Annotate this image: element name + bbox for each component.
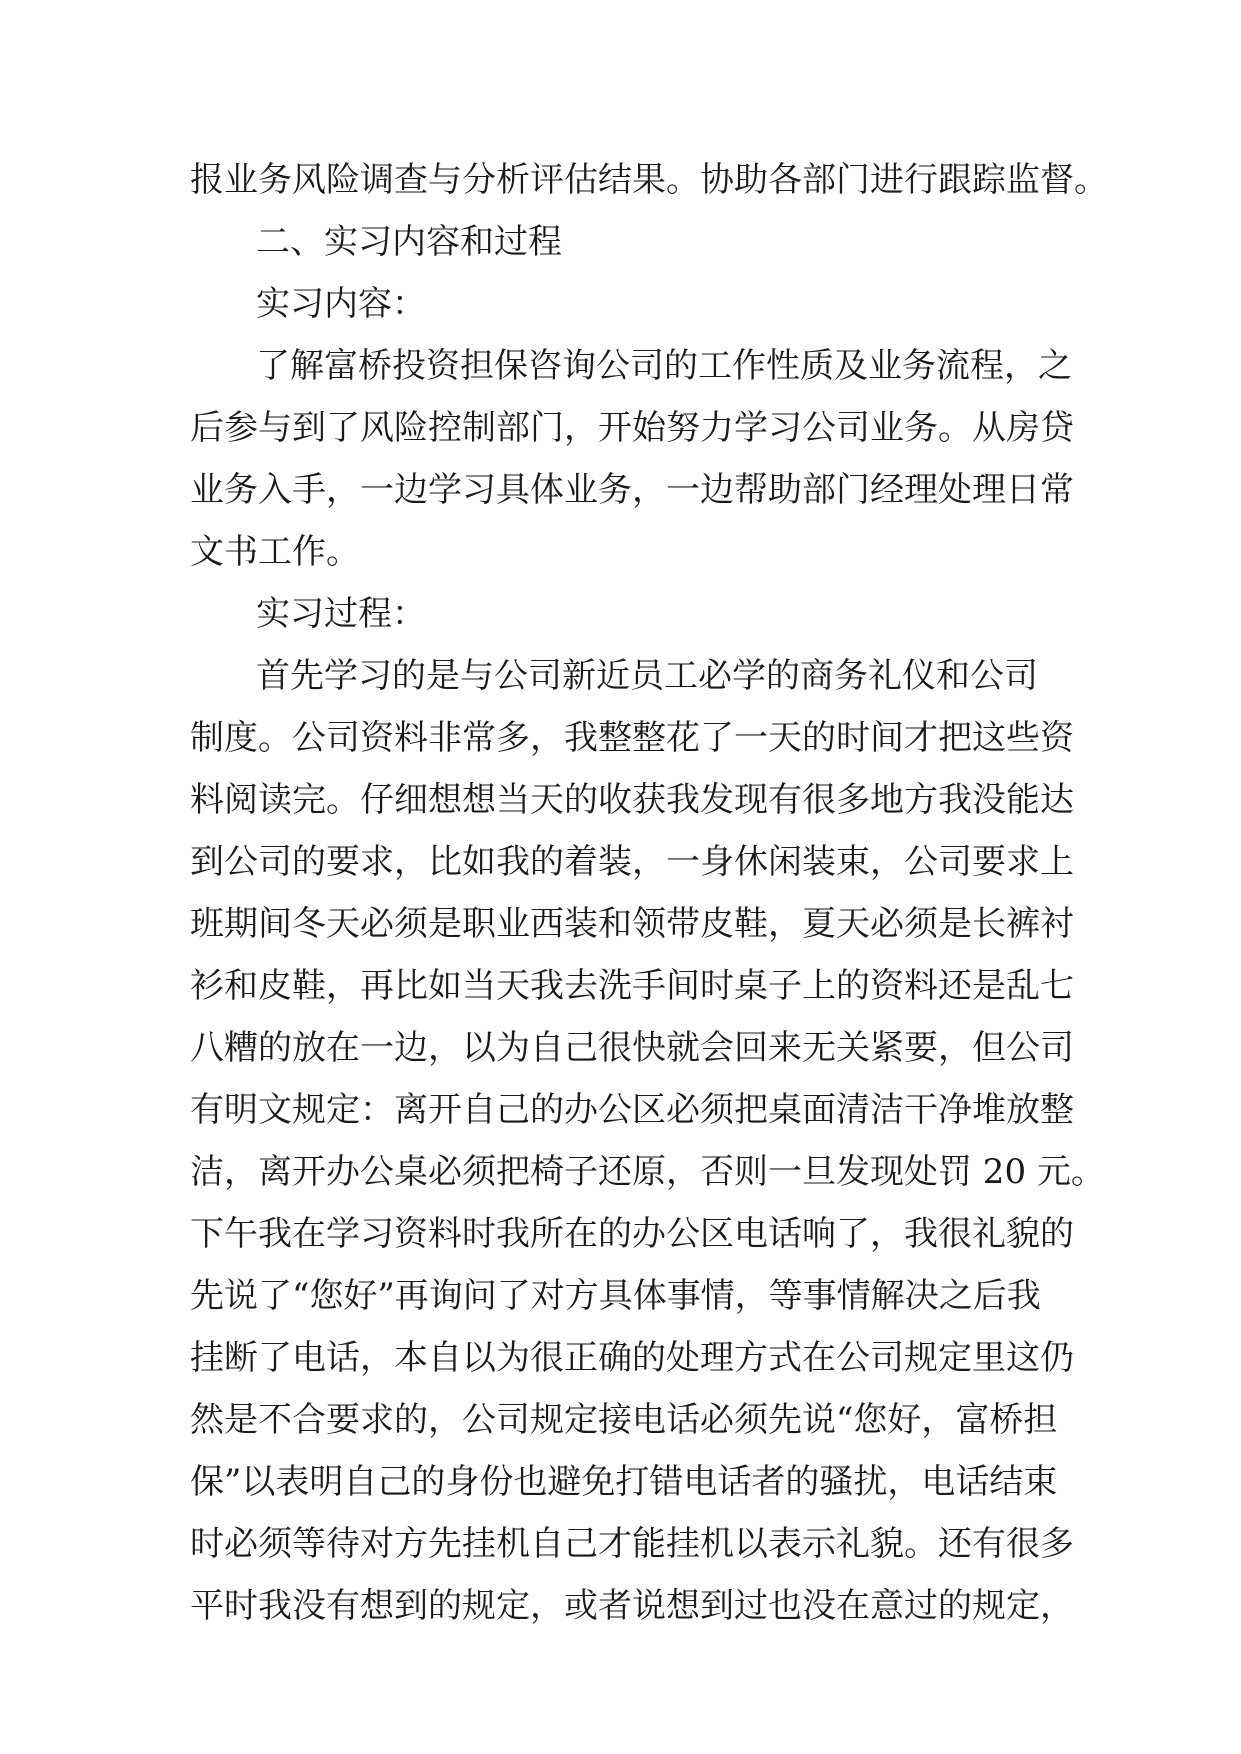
subheading: 实习过程： — [256, 594, 426, 634]
text-line: 文书工作。 — [190, 532, 360, 572]
text-line: 然是不合要求的，公司规定接电话必须先说“您好，富桥担 — [190, 1400, 1058, 1440]
text-line: 制度。公司资料非常多，我整整花了一天的时间才把这些资 — [190, 718, 1074, 758]
text-line: 有明文规定：离开自己的办公区必须把桌面清洁干净堆放整 — [190, 1090, 1074, 1130]
paragraph-first-line: 了解富桥投资担保咨询公司的工作性质及业务流程，之 — [256, 346, 1072, 386]
text-line: 先说了“您好”再询问了对方具体事情，等事情解决之后我 — [190, 1276, 1041, 1316]
text-line: 衫和皮鞋，再比如当天我去洗手间时桌子上的资料还是乱七 — [190, 966, 1074, 1006]
text-line: 保”以表明自己的身份也避免打错电话者的骚扰，电话结束 — [190, 1462, 1058, 1502]
text-line: 到公司的要求，比如我的着装，一身休闲装束，公司要求上 — [190, 842, 1074, 882]
text-line: 下午我在学习资料时我所在的办公区电话响了，我很礼貌的 — [190, 1214, 1074, 1254]
text-line: 料阅读完。仔细想想当天的收获我发现有很多地方我没能达 — [190, 780, 1074, 820]
paragraph-first-line: 首先学习的是与公司新近员工必学的商务礼仪和公司 — [256, 656, 1038, 696]
text-line: 后参与到了风险控制部门，开始努力学习公司业务。从房贷 — [190, 408, 1074, 448]
text-line: 挂断了电话，本自以为很正确的处理方式在公司规定里这仍 — [190, 1338, 1074, 1378]
text-line: 时必须等待对方先挂机自己才能挂机以表示礼貌。还有很多 — [190, 1524, 1074, 1564]
text-line: 报业务风险调查与分析评估结果。协助各部门进行跟踪监督。 — [190, 160, 1108, 200]
text-line: 业务入手，一边学习具体业务，一边帮助部门经理处理日常 — [190, 470, 1074, 510]
text-line: 班期间冬天必须是职业西装和领带皮鞋，夏天必须是长裤衬 — [190, 904, 1074, 944]
section-heading: 二、实习内容和过程 — [256, 222, 562, 262]
subheading: 实习内容： — [256, 284, 426, 324]
text-line: 八糟的放在一边，以为自己很快就会回来无关紧要，但公司 — [190, 1028, 1074, 1068]
text-line: 洁，离开办公桌必须把椅子还原，否则一旦发现处罚 20 元。 — [190, 1152, 1105, 1192]
text-line: 平时我没有想到的规定，或者说想到过也没在意过的规定， — [190, 1586, 1074, 1626]
